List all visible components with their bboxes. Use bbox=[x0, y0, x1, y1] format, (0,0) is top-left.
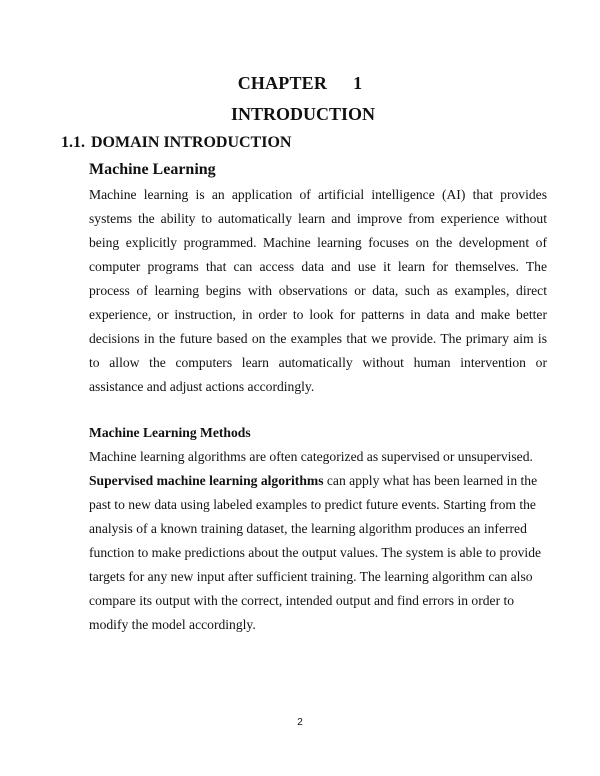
paragraph-line: modify the model accordingly. bbox=[89, 617, 256, 632]
subsection-title-machine-learning: Machine Learning bbox=[89, 161, 216, 178]
paragraph-line: systems the ability to automatically learn and improve from experience without bbox=[89, 211, 547, 226]
paragraph-line: process of learning begins with observations or data, such as examples, direct bbox=[89, 283, 547, 298]
paragraph-line: compare its output with the correct, intended output and find errors in order to bbox=[89, 593, 515, 608]
lead-rest: can apply what has been learned in the bbox=[323, 473, 538, 488]
section-heading bbox=[61, 134, 291, 152]
paragraph-line: being explicitly programmed. Machine learning focuses on the development of bbox=[89, 235, 547, 250]
paragraph-line: past to new data using labeled examples to predict future events. Starting from the bbox=[89, 497, 536, 512]
bold-term: Supervised machine learning algorithms bbox=[89, 473, 324, 488]
paragraph-line: assistance and adjust actions accordingly. bbox=[89, 379, 315, 394]
paragraph-line: analysis of a known training dataset, the learning algorithm produces an inferred bbox=[89, 521, 527, 536]
chapter-label bbox=[0, 73, 600, 94]
page-number: 2 bbox=[297, 717, 303, 728]
paragraph-line: function to make predictions about the output values. The system is able to provide bbox=[89, 545, 542, 560]
paragraph-line: decisions in the future based on the examples that we provide. The primary aim is bbox=[89, 331, 547, 346]
chapter-title: INTRODUCTION bbox=[230, 104, 376, 124]
paragraph-line: to allow the computers learn automatically without human intervention or bbox=[89, 355, 547, 370]
paragraph-machine-learning bbox=[89, 183, 547, 399]
chapter-word: CHAPTER bbox=[237, 73, 328, 93]
section-number: 1.1. bbox=[61, 134, 85, 151]
paragraph-line: experience, or instruction, in order to look for patterns in data and make better bbox=[89, 307, 547, 322]
paragraph-line: Machine learning is an application of artificial intelligence (AI) that provides bbox=[89, 187, 547, 202]
paragraph-line: targets for any new input after sufficient training. The learning algorithm can also bbox=[89, 569, 533, 584]
chapter-number: 1 bbox=[353, 73, 363, 93]
paragraph-line: computer programs that can access data and use it learn for themselves. The bbox=[89, 259, 547, 274]
paragraph-methods bbox=[89, 445, 547, 637]
paragraph-line-lead bbox=[89, 469, 547, 493]
subsection-title-methods: Machine Learning Methods bbox=[89, 425, 251, 440]
section-title: DOMAIN INTRODUCTION bbox=[91, 134, 292, 151]
paragraph-line: Machine learning algorithms are often categorized as supervised or unsupervised. bbox=[89, 449, 533, 464]
